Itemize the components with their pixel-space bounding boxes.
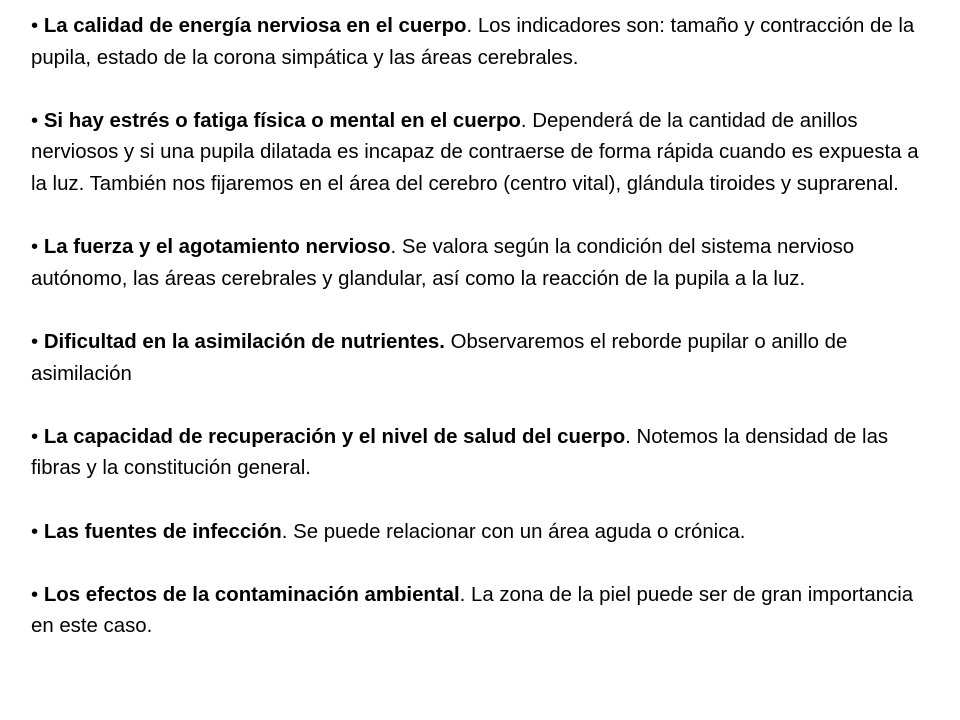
bullet-text: . Notemos la densidad de las fibras y la constitución general. <box>31 425 889 480</box>
bullet-lead: La calidad de energía nerviosa en el cuerpo <box>43 15 467 37</box>
bullet-icon: • <box>31 330 39 353</box>
bullet-lead: La fuerza y el agotamiento nervioso <box>43 236 391 259</box>
bullet-icon: • <box>31 15 39 37</box>
bullet-item-infection-sources <box>31 517 931 549</box>
bullet-text: . La zona de la piel puede ser de gran importancia en este caso. <box>31 583 914 638</box>
bullet-icon: • <box>31 520 39 543</box>
bullet-icon: • <box>31 236 39 259</box>
bullet-lead: Si hay estrés o fatiga física o mental en el cuerpo <box>43 109 521 132</box>
bullet-item-stress-fatigue <box>31 106 931 201</box>
bullet-text: . Se puede relacionar con un área aguda o crónica. <box>281 520 746 543</box>
bullet-item-recovery-capacity <box>31 422 931 485</box>
bullet-text: . Los indicadores son: tamaño y contracción de la pupila, estado de la corona simpática y las áreas cerebrales. <box>31 15 915 69</box>
bullet-item-nutrient-assimilation <box>31 327 931 390</box>
bullet-icon: • <box>31 425 39 448</box>
bullet-lead: Los efectos de la contaminación ambiental <box>43 583 460 606</box>
bullet-text: . Dependerá de la cantidad de anillos nerviosos y si una pupila dilatada es incapaz de contraerse de forma rápida cuando es expuesta a la luz. También nos fijaremos en el área del cerebro (centro vital), glándula tiroides y suprarenal. <box>31 109 919 195</box>
bullet-item-environmental-contamination <box>31 580 931 643</box>
bullet-lead: La capacidad de recuperación y el nivel de salud del cuerpo <box>43 425 626 448</box>
bullet-list <box>31 11 931 643</box>
bullet-icon: • <box>31 583 39 606</box>
bullet-text: . Se valora según la condición del sistema nervioso autónomo, las áreas cerebrales y glandular, así como la reacción de la pupila a la luz. <box>31 236 855 290</box>
bullet-item-nervous-energy <box>31 11 931 74</box>
bullet-icon: • <box>31 109 39 132</box>
bullet-item-nervous-strength <box>31 232 931 295</box>
bullet-lead: Las fuentes de infección <box>43 520 282 543</box>
bullet-text: Observaremos el reborde pupilar o anillo de asimilación <box>31 330 848 385</box>
bullet-lead: Dificultad en la asimilación de nutrientes. <box>43 330 445 353</box>
